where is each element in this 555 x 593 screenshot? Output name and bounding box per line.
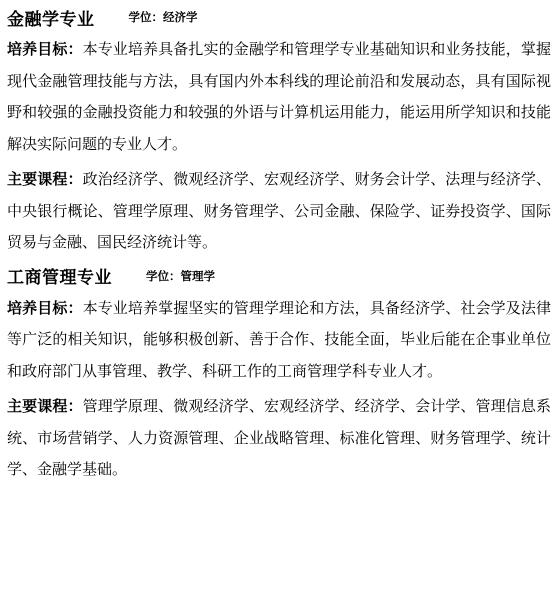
major-name: 工商管理专业 xyxy=(7,268,112,288)
document-page xyxy=(7,0,551,486)
training-goal-paragraph xyxy=(7,293,551,388)
main-courses-label: 主要课程： xyxy=(7,170,83,188)
major-section-finance xyxy=(7,0,551,259)
main-courses-text: 政治经济学、微观经济学、宏观经济学、财务会计学、法理与经济学、中央银行概论、管理学原理、财务管理学、公司金融、保险学、证券投资学、国际贸易与金融、国民经济统计等。 xyxy=(7,170,551,251)
major-section-business-admin xyxy=(7,259,551,486)
training-goal-label: 培养目标： xyxy=(7,298,83,317)
main-courses-text: 管理学原理、微观经济学、宏观经济学、经济学、会计学、管理信息系统、市场营销学、人力资源管理、企业战略管理、标准化管理、财务管理学、统计学、金融学基础。 xyxy=(7,397,551,478)
training-goal-text: 本专业培养掌握坚实的管理学理论和方法，具备经济学、社会学及法律等广泛的相关知识，能够积极创新、善于合作、技能全面，毕业后能在企事业单位和政府部门从事管理、教学、科研工作的工商管理学科专业人才。 xyxy=(7,298,551,380)
major-heading xyxy=(7,0,551,34)
degree-label: 学位：经济学 xyxy=(128,10,198,24)
training-goal-label: 培养目标： xyxy=(7,40,83,58)
major-name: 金融学专业 xyxy=(7,9,95,30)
main-courses-label: 主要课程： xyxy=(7,397,83,415)
training-goal-paragraph xyxy=(7,34,551,160)
training-goal-text: 本专业培养具备扎实的金融学和管理学专业基础知识和业务技能，掌握现代金融管理技能与方法，具有国内外本科线的理论前沿和发展动态，具有国际视野和较强的金融投资能力和较强的外语与计算机运用能力，能运用所学知识和技能解决实际问题的专业人才。 xyxy=(7,40,551,153)
degree-label: 学位：管理学 xyxy=(146,268,215,283)
main-courses-paragraph xyxy=(7,391,551,486)
main-courses-paragraph xyxy=(7,164,551,259)
major-heading xyxy=(7,259,551,293)
